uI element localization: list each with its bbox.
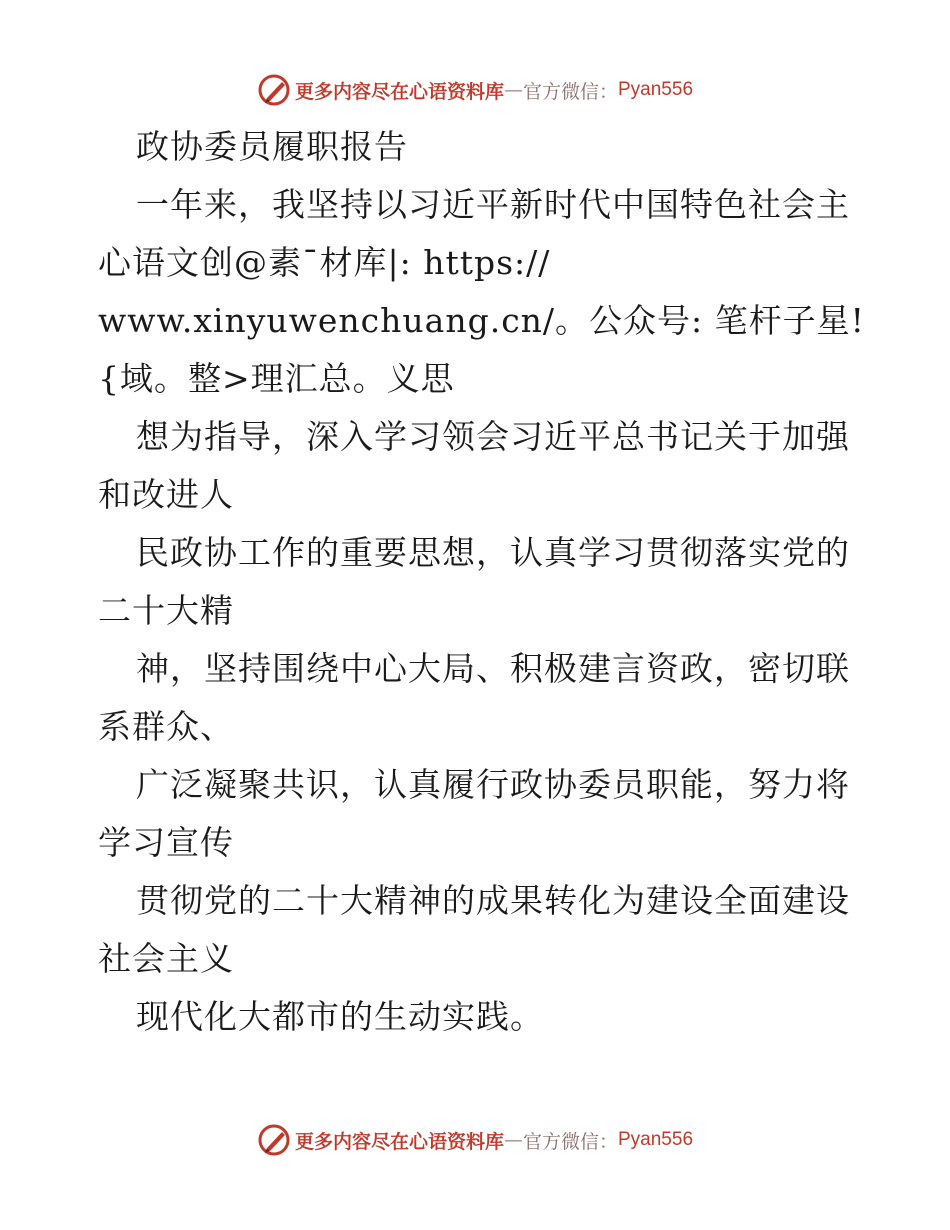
watermark-separator: — [503,79,523,101]
document-line: 和改进人 [98,475,234,514]
document-line: 一年来，我坚持以习近平新时代中国特色社会主 [136,185,850,224]
pen-logo-icon [257,1123,291,1157]
document-line: 民政协工作的重要思想，认真学习贯彻落实党的 [136,533,850,572]
document-line: 心语文创@素¯材库|: https:// [98,243,551,282]
pen-logo-icon [257,73,291,107]
document-line: 政协委员履职报告 [136,127,408,166]
document-line: 现代化大都市的生动实践。 [136,997,544,1036]
document-line: {域。整>理汇总。义思 [98,359,455,398]
document-line: 二十大精 [98,591,234,630]
document-line: www.xinyuwenchuang.cn/。公众号: 笔杆子星! [98,301,865,340]
watermark-main-text: 更多内容尽在心语资料库 [294,1130,504,1153]
watermark-wechat-label: 官方微信： [522,80,618,103]
document-body [98,118,865,1046]
document-line: 广泛凝聚共识，认真履行政协委员职能，努力将 [136,765,850,804]
watermark-wechat-id: Pyan556 [618,1129,694,1150]
document-line: 系群众、 [98,707,234,746]
watermark-main-text: 更多内容尽在心语资料库 [294,80,504,103]
document-line: 贯彻党的二十大精神的成果转化为建设全面建设 [136,881,850,920]
watermark-wechat-label: 官方微信： [522,1130,618,1153]
document-line: 神，坚持围绕中心大局、积极建言资政，密切联 [136,649,850,688]
watermark-header [0,70,950,110]
watermark-separator: — [503,1129,523,1151]
document-line: 社会主义 [98,939,234,978]
document-line: 想为指导，深入学习领会习近平总书记关于加强 [136,417,850,456]
watermark-footer [0,1120,950,1160]
watermark-wechat-id: Pyan556 [618,79,694,100]
document-line: 学习宣传 [98,823,234,862]
